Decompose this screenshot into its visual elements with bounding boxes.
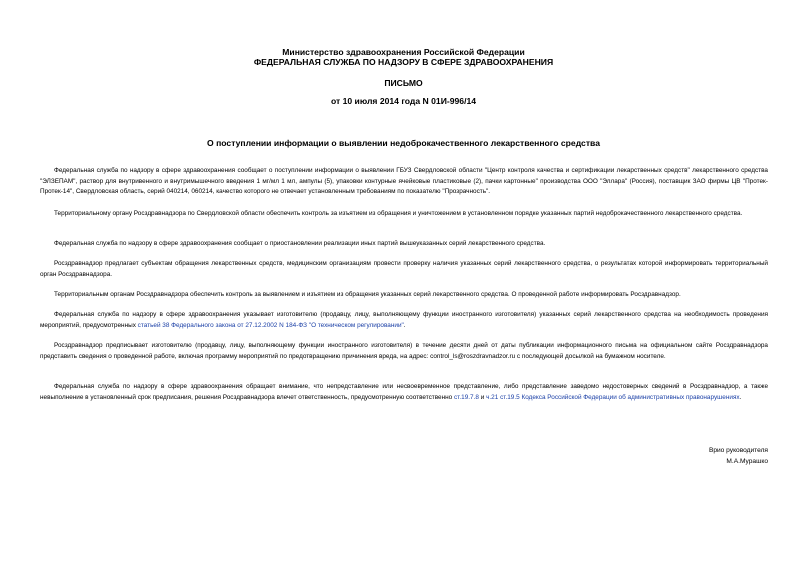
- document-title: О поступлении информации о выявлении недоброкачественного лекарственного средства: [207, 138, 600, 148]
- paragraph-8-end: .: [739, 393, 742, 401]
- paragraph-2: Территориальному органу Росздравнадзора по Свердловской области обеспечить контроль за изъятием из обращения и уничтожением в установленном порядке указанных партий недоброкачественного лекарственного средства.: [54, 210, 743, 217]
- document-date-number: от 10 июля 2014 года N 01И-996/14: [330, 96, 477, 106]
- code-article-link-1[interactable]: ст.19.7.8: [453, 393, 479, 401]
- paragraph-3: Федеральная служба по надзору в сфере здравоохранения сообщает о приостановлении реализации иных партий вышеуказанных серий лекарственного средства.: [54, 240, 546, 247]
- paragraph-5: Территориальным органам Росздравнадзора обеспечить контроль за выявлением и изъятием из обращения указанных серий лекарственного средства. О проведенной работе информировать Росздравнадзор.: [54, 291, 681, 298]
- paragraph-6-text: Федеральная служба по надзору в сфере здравоохранения указывает изготовителю (продавцу, лицу, выполняющему функции иностранного изготовителя) указанных серий лекарственного средства на необходимость проведения мероприятий, предусмотренных: [40, 311, 768, 329]
- paragraph-6: [40, 310, 768, 331]
- paragraph-4: Росздравнадзор предлагает субъектам обращения лекарственных средств, медицинским организациям провести проверку наличия указанных серий лекарственного средства, о результатах которой информировать территориальный орган Росздравнадзора.: [40, 260, 768, 278]
- paragraph-1: Федеральная служба по надзору в сфере здравоохранения сообщает о поступлении информации о выявлении ГБУЗ Свердловской области "Центр контроля качества и сертификации лекарственных средств" лекарственного средства "ЭЛЗЕПАМ", раствор для внутривенного и внутримышечного введения 1 мг/мл 1 мл, ампулы (5), упаковки контурные ячейковые пластиковые (2), пачки картонные" производства ООО "Эллара" (Россия), поставщик ЗАО фирмы ЦВ "Протек-Протек-14", Свердловская область, серий 040214, 060214, качество которого не отвечает установленным требованиям по показателю "Прозрачность".: [40, 167, 768, 195]
- service-name: ФЕДЕРАЛЬНАЯ СЛУЖБА ПО НАДЗОРУ В СФЕРЕ ЗДРАВООХРАНЕНИЯ: [253, 57, 554, 67]
- paragraph-7: Росздравнадзор предписывает изготовителю (продавцу, лицу, выполняющему функции иностранного изготовителя) в течение десяти дней от даты публикации информационного письма на официальном сайте Росздравнадзора представить сведения о проведенной работе, включая программу мероприятий по предотвращению причинения вреда, на адрес: control_ls@roszdravnadzor.ru с последующей досылкой на бумажном носителе.: [40, 342, 768, 360]
- paragraph-8-mid: и: [478, 393, 487, 401]
- paragraph-6-end: .: [403, 321, 406, 329]
- paragraph-8-text: Федеральная служба по надзору в сфере здравоохранения обращает внимание, что непредставление или несвоевременное представление, либо представление заведомо недостоверных сведений в Росздравнадзор, а также невыполнение в установленный срок предписания, решения Росздравнадзора влечет ответственность, предусмотренную соответственно: [40, 383, 768, 401]
- paragraph-8: [40, 382, 768, 403]
- law-article-link[interactable]: статьей 38 Федерального закона от 27.12.2002 N 184-ФЗ "О техническом регулировании": [137, 321, 404, 329]
- signature-name: М.А.Мурашко: [726, 458, 768, 465]
- signature-position: Врио руководителя: [708, 447, 768, 454]
- ministry-name: Министерство здравоохранения Российской Федерации: [282, 47, 525, 57]
- code-article-link-2[interactable]: ч.21 ст.19.5 Кодекса Российской Федерации об административных правонарушениях: [486, 393, 740, 401]
- document-type: ПИСЬМО: [384, 78, 423, 88]
